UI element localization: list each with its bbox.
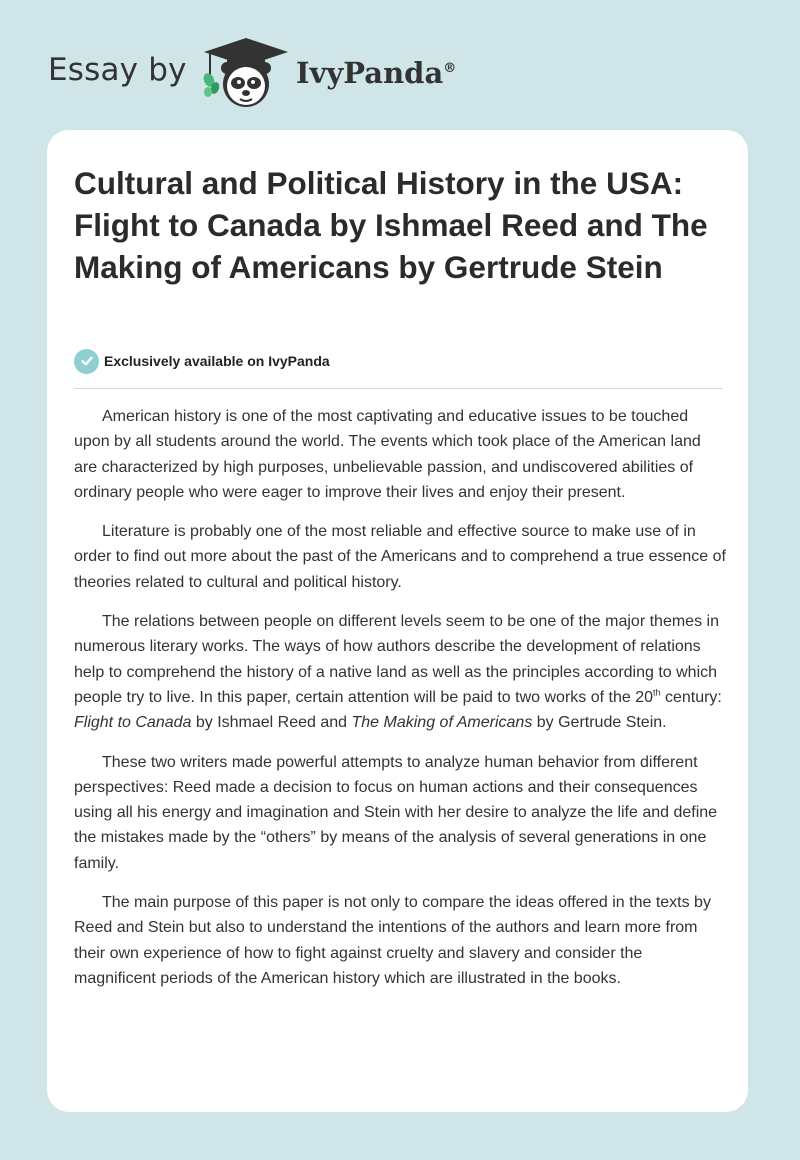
exclusive-badge xyxy=(74,348,330,374)
essay-card xyxy=(47,130,748,1112)
paragraph: American history is one of the most captivating and educative issues to be touched upon by all students around the world. The events which took place of the American land are characterized by high purposes, unbelievable passion, and undiscovered abilities of ordinary people who were eager to improve their lives and enjoy their present. xyxy=(74,408,701,501)
book-title: The Making of Americans xyxy=(351,714,533,732)
essay-title: Cultural and Political History in the USA: Flight to Canada by Ishmael Reed and The Making of Americans by Gertrude Stein xyxy=(74,165,708,285)
essay-by-label: Essay by xyxy=(48,52,187,88)
check-icon xyxy=(74,349,99,374)
paragraph-text: The relations between people on different levels seem to be one of the major themes in numerous literary works. The ways of how authors describe the development of relations help to comprehend the history of a native land as well as the principles according to which people try to live. In this paper, certain attention will be paid to two works of the 20 xyxy=(74,613,719,706)
essay-body xyxy=(74,404,726,1005)
paragraph-text: century: xyxy=(660,688,722,706)
panda-logo-icon[interactable] xyxy=(200,36,292,110)
brand-name-text: IvyPanda xyxy=(296,56,444,90)
paragraph-text: by Gertrude Stein. xyxy=(532,714,667,732)
registered-mark: ® xyxy=(443,61,457,76)
paragraph: These two writers made powerful attempts to analyze human behavior from different perspectives: Reed made a decision to focus on human actions and their consequences using all his energy and imagination and Stein with her desire to analyze the life and define the mistakes made by the “others” by means of the analysis of several generations in one family. xyxy=(74,753,718,872)
paragraph: Literature is probably one of the most reliable and effective source to make use of in order to find out more about the past of the Americans and to comprehend a true essence of theories related to cultural and political history. xyxy=(74,523,726,591)
site-header xyxy=(0,0,800,130)
paragraph xyxy=(74,609,726,735)
paragraph-text: by Ishmael Reed and xyxy=(191,714,352,732)
ordinal-suffix: th xyxy=(653,687,661,698)
brand-name[interactable] xyxy=(296,56,456,90)
divider xyxy=(74,388,723,389)
exclusive-badge-text: Exclusively available on IvyPanda xyxy=(104,353,330,369)
book-title: Flight to Canada xyxy=(74,714,192,732)
paragraph: The main purpose of this paper is not only to compare the ideas offered in the texts by Reed and Stein but also to understand the intentions of the authors and learn more from their own experience of how to fight against cruelty and slavery and consider the magnificent periods of the American history which are illustrated in the books. xyxy=(74,894,711,987)
